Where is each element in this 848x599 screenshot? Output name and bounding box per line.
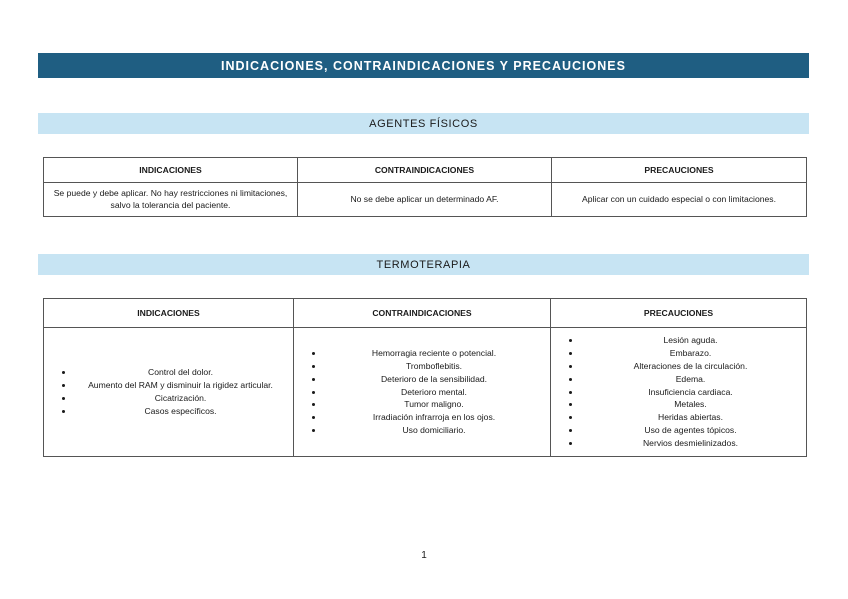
table-row bbox=[44, 183, 807, 217]
list-item: • Heridas abiertas. bbox=[581, 411, 798, 424]
page-number: 1 bbox=[421, 550, 427, 561]
list-item: • Embarazo. bbox=[581, 347, 798, 360]
table-row bbox=[44, 328, 807, 457]
cell-contraindicaciones: No se debe aplicar un determinado AF. bbox=[298, 183, 552, 217]
list-item: • Cicatrización. bbox=[74, 392, 285, 405]
list-item: • Control del dolor. bbox=[74, 366, 285, 379]
agentes-fisicos-table bbox=[43, 157, 807, 217]
cell-contraindicaciones bbox=[294, 328, 551, 457]
cell-precauciones bbox=[551, 328, 807, 457]
list-item: • Lesión aguda. bbox=[581, 334, 798, 347]
section-heading-termoterapia: TERMOTERAPIA bbox=[38, 254, 809, 275]
table-header-row bbox=[44, 158, 807, 183]
list-item: • Nervios desmielinizados. bbox=[581, 437, 798, 450]
cell-indicaciones bbox=[44, 328, 294, 457]
page-title: INDICACIONES, CONTRAINDICACIONES Y PRECAUCIONES bbox=[38, 53, 809, 78]
table-header-row bbox=[44, 299, 807, 328]
cell-precauciones: Aplicar con un cuidado especial o con limitaciones. bbox=[552, 183, 807, 217]
list-item: • Uso domiciliario. bbox=[324, 424, 542, 437]
termoterapia-table bbox=[43, 298, 807, 457]
column-header-precauciones: PRECAUCIONES bbox=[552, 158, 807, 183]
list-item: • Irradiación infrarroja en los ojos. bbox=[324, 411, 542, 424]
column-header-contraindicaciones: CONTRAINDICACIONES bbox=[294, 299, 551, 328]
column-header-contraindicaciones: CONTRAINDICACIONES bbox=[298, 158, 552, 183]
list-item: • Casos específicos. bbox=[74, 405, 285, 418]
column-header-indicaciones: INDICACIONES bbox=[44, 158, 298, 183]
list-item: • Aumento del RAM y disminuir la rigidez articular. bbox=[74, 379, 285, 392]
list-item: • Tromboflebitis. bbox=[324, 360, 542, 373]
cell-indicaciones: Se puede y debe aplicar. No hay restricciones ni limitaciones, salvo la tolerancia del paciente. bbox=[44, 183, 298, 217]
list-item: • Edema. bbox=[581, 373, 798, 386]
section-heading-agentes-fisicos: AGENTES FÍSICOS bbox=[38, 113, 809, 134]
list-item: • Tumor maligno. bbox=[324, 398, 542, 411]
column-header-indicaciones: INDICACIONES bbox=[44, 299, 294, 328]
list-item: • Deterioro mental. bbox=[324, 386, 542, 399]
list-item: • Insuficiencia cardiaca. bbox=[581, 386, 798, 399]
list-item: • Hemorragia reciente o potencial. bbox=[324, 347, 542, 360]
list-item: • Alteraciones de la circulación. bbox=[581, 360, 798, 373]
column-header-precauciones: PRECAUCIONES bbox=[551, 299, 807, 328]
list-item: • Metales. bbox=[581, 398, 798, 411]
list-item: • Deterioro de la sensibilidad. bbox=[324, 373, 542, 386]
list-item: • Uso de agentes tópicos. bbox=[581, 424, 798, 437]
